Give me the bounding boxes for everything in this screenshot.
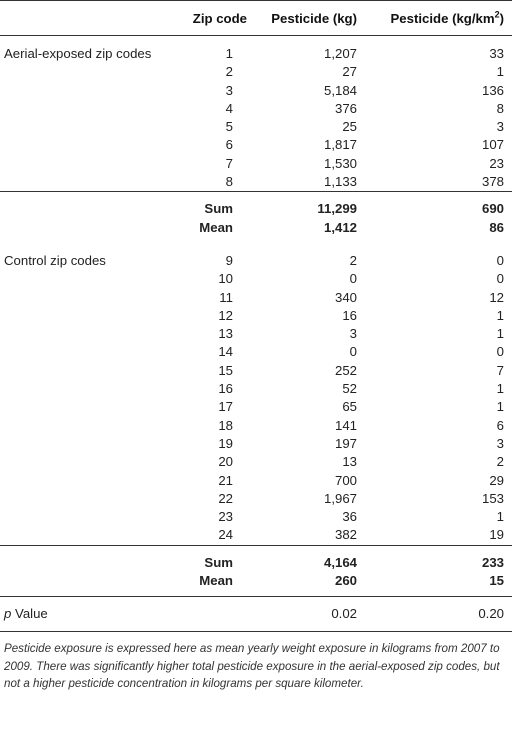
group-label	[0, 417, 175, 435]
group-label	[0, 100, 175, 118]
pesticide-kgkm-cell: 0	[496, 271, 504, 287]
group-label	[0, 173, 175, 192]
sum-row-label: Sum	[175, 545, 263, 572]
zip-code-cell: 12	[218, 307, 233, 323]
table-row	[0, 325, 512, 343]
sum-row-label: Sum	[175, 192, 263, 219]
zip-code-cell: 19	[218, 435, 233, 451]
pesticide-kg-cell: 0	[349, 344, 357, 360]
pesticide-kg-cell: 0	[349, 271, 357, 287]
pesticide-kg-cell: 2	[349, 252, 357, 268]
table-row	[0, 398, 512, 416]
zip-code-cell: 7	[225, 155, 233, 171]
pesticide-kgkm-cell: 7	[496, 362, 504, 378]
zip-code-cell: 24	[218, 527, 233, 543]
zip-code-cell: 22	[218, 490, 233, 506]
table-row	[0, 380, 512, 398]
zip-code-cell: 13	[218, 326, 233, 342]
table-row	[0, 173, 512, 192]
mean-row-kgkm: 86	[489, 219, 504, 235]
mean-row-kgkm: 15	[489, 573, 504, 589]
header-zip-code: Zip code	[192, 10, 247, 26]
zip-code-cell: 9	[225, 252, 233, 268]
sum-row	[0, 192, 512, 219]
header-kgkm-sup: 2	[494, 9, 500, 20]
pesticide-kg-cell: 1,967	[323, 490, 357, 506]
zip-code-cell: 11	[219, 289, 233, 305]
group-label	[0, 270, 175, 288]
header-kgkm-close: )	[499, 10, 504, 26]
group-label	[0, 289, 175, 307]
zip-code-cell: 17	[218, 399, 233, 415]
pesticide-kgkm-cell: 1	[496, 326, 504, 342]
pesticide-kg-cell: 1,133	[323, 174, 357, 190]
pesticide-kgkm-cell: 107	[481, 137, 504, 153]
pesticide-kgkm-cell: 6	[496, 417, 504, 433]
table-row	[0, 362, 512, 380]
table-row	[0, 36, 512, 64]
pesticide-kg-cell: 65	[342, 399, 357, 415]
sum-row-kg: 11,299	[263, 192, 373, 219]
pesticide-kg-cell: 700	[334, 472, 357, 488]
group-label	[0, 118, 175, 136]
group-label	[0, 307, 175, 325]
pesticide-kg-cell: 252	[334, 362, 357, 378]
table-row	[0, 82, 512, 100]
pesticide-kg-cell: 376	[334, 100, 357, 116]
pvalue-kgkm: 0.20	[373, 597, 512, 632]
zip-code-cell: 8	[225, 174, 233, 190]
pesticide-kgkm-cell: 136	[481, 82, 504, 98]
table-row	[0, 155, 512, 173]
pesticide-kg-cell: 13	[342, 454, 357, 470]
pesticide-kgkm-cell: 1	[496, 64, 504, 80]
zip-code-cell: 4	[225, 100, 233, 116]
pesticide-kgkm-cell: 1	[496, 399, 504, 415]
group-label	[0, 490, 175, 508]
control-section	[0, 243, 512, 597]
zip-code-cell: 3	[225, 82, 233, 98]
pvalue-row	[0, 597, 512, 632]
zip-code-cell: 2	[225, 64, 233, 80]
table-row	[0, 453, 512, 471]
table-row	[0, 100, 512, 118]
pesticide-kgkm-cell: 0	[496, 344, 504, 360]
mean-row	[0, 572, 512, 597]
pesticide-kg-cell: 1,817	[323, 137, 357, 153]
sum-row-kgkm: 690	[373, 192, 512, 219]
aerial-section	[0, 36, 512, 243]
group-label	[0, 362, 175, 380]
table-row	[0, 63, 512, 81]
group-label	[0, 453, 175, 471]
table-row	[0, 343, 512, 361]
pesticide-kgkm-cell: 33	[489, 46, 504, 61]
mean-row-empty	[0, 572, 175, 597]
pvalue-italic-p: p	[4, 606, 12, 622]
pvalue-label-rest: Value	[11, 606, 48, 622]
pesticide-kgkm-cell: 2	[496, 454, 504, 470]
sum-row	[0, 545, 512, 572]
pesticide-kgkm-cell: 8	[496, 100, 504, 116]
group-label	[0, 508, 175, 526]
group-label	[0, 380, 175, 398]
pesticide-kg-cell: 25	[342, 119, 357, 135]
table-row	[0, 526, 512, 545]
mean-row-kg: 1,412	[323, 219, 357, 235]
pesticide-kgkm-cell: 1	[496, 509, 504, 525]
table-row	[0, 243, 512, 270]
pesticide-kgkm-cell: 23	[489, 155, 504, 171]
table-row	[0, 136, 512, 154]
mean-row-empty	[0, 219, 175, 243]
pvalue-section	[0, 597, 512, 632]
pesticide-kg-cell: 340	[334, 289, 357, 305]
group-label	[0, 136, 175, 154]
mean-row-kg: 260	[334, 573, 357, 589]
pesticide-kgkm-cell: 1	[496, 381, 504, 397]
zip-code-cell: 20	[218, 454, 233, 470]
pesticide-kgkm-cell: 29	[489, 472, 504, 488]
group-label	[0, 63, 175, 81]
zip-code-cell: 1	[225, 46, 233, 61]
zip-code-cell: 16	[218, 381, 233, 397]
pesticide-kg-cell: 36	[342, 509, 357, 525]
zip-code-cell: 21	[218, 472, 233, 488]
zip-code-cell: 6	[225, 137, 233, 153]
pesticide-kgkm-cell: 153	[481, 490, 504, 506]
pesticide-kg-cell: 5,184	[323, 82, 357, 98]
table-row	[0, 270, 512, 288]
pesticide-kgkm-cell: 12	[489, 289, 504, 305]
pesticide-kgkm-cell: 3	[496, 435, 504, 451]
pesticide-kgkm-cell: 0	[496, 252, 504, 268]
header-empty	[0, 1, 175, 36]
group-label	[0, 343, 175, 361]
table-row	[0, 307, 512, 325]
sum-row-empty	[0, 192, 175, 219]
mean-row-label: Mean	[199, 219, 233, 235]
group-label	[0, 526, 175, 545]
pesticide-kg-cell: 197	[334, 435, 357, 451]
group-label	[0, 435, 175, 453]
group-label	[0, 398, 175, 416]
group-label: Aerial-exposed zip codes	[4, 46, 152, 61]
group-label: Control zip codes	[4, 252, 106, 268]
group-label	[0, 82, 175, 100]
pesticide-kg-cell: 16	[342, 307, 357, 323]
pesticide-kgkm-cell: 1	[496, 307, 504, 323]
zip-code-cell: 5	[225, 119, 233, 135]
zip-code-cell: 23	[218, 509, 233, 525]
pvalue-label	[0, 597, 175, 632]
table-row	[0, 417, 512, 435]
pesticide-kgkm-cell: 378	[481, 174, 504, 190]
sum-row-empty	[0, 545, 175, 572]
table-footnote: Pesticide exposure is expressed here as mean yearly weight exposure in kilograms from 2007 to 2009. There was significantly higher total pesticide exposure in the aerial-exposed zip codes, but not a higher pesticide concentration in kilograms per square kilometer.	[4, 642, 500, 691]
table-row	[0, 289, 512, 307]
pvalue-zip-empty	[175, 597, 263, 632]
table-row	[0, 118, 512, 136]
header-pesticide-kg-km2	[373, 1, 512, 36]
table-row	[0, 490, 512, 508]
pesticide-kg-cell: 1,530	[323, 155, 357, 171]
header-row	[0, 1, 512, 36]
zip-code-cell: 14	[218, 344, 233, 360]
pvalue-kg: 0.02	[263, 597, 373, 632]
group-label	[0, 472, 175, 490]
zip-code-cell: 18	[218, 417, 233, 433]
table-row	[0, 472, 512, 490]
group-label	[0, 155, 175, 173]
header-kgkm-base: Pesticide (kg/km	[390, 10, 495, 26]
mean-row	[0, 219, 512, 243]
header-pesticide-kg: Pesticide (kg)	[271, 10, 357, 26]
pesticide-kg-cell: 3	[349, 326, 357, 342]
table-row	[0, 508, 512, 526]
pesticide-kgkm-cell: 19	[489, 527, 504, 543]
mean-row-label: Mean	[199, 573, 233, 589]
sum-row-kg: 4,164	[263, 545, 373, 572]
pesticide-kg-cell: 27	[342, 64, 357, 80]
pesticide-kg-cell: 141	[334, 417, 357, 433]
pesticide-kg-cell: 52	[342, 381, 357, 397]
table-row	[0, 435, 512, 453]
sum-row-kgkm: 233	[373, 545, 512, 572]
zip-code-cell: 15	[218, 362, 233, 378]
zip-code-cell: 10	[218, 271, 233, 287]
group-label	[0, 325, 175, 343]
pesticide-kg-cell: 1,207	[323, 46, 357, 61]
pesticide-kgkm-cell: 3	[496, 119, 504, 135]
pesticide-kg-cell: 382	[334, 527, 357, 543]
